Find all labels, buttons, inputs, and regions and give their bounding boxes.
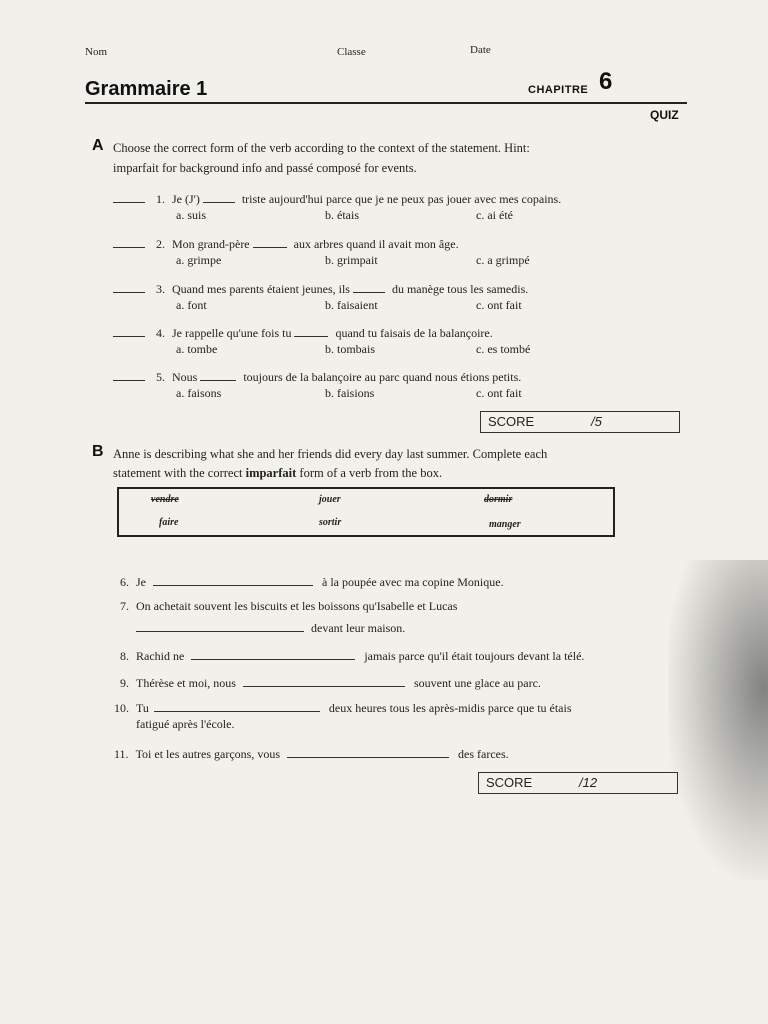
question-row: [113, 280, 528, 297]
option-a: a. tombe: [176, 342, 218, 356]
question-8: [120, 647, 584, 664]
score-label: SCORE: [486, 775, 533, 790]
question-number: 5.: [156, 370, 165, 384]
question-text-before: Je: [136, 575, 146, 589]
option-c: c. es tombé: [476, 342, 531, 356]
question-text-before: Je rappelle qu'une fois tu: [172, 326, 292, 340]
answer-blank[interactable]: [113, 324, 145, 337]
question-text-before: Je (J'): [172, 192, 200, 206]
answer-blank[interactable]: [153, 573, 313, 586]
option-b: b. faisaient: [325, 298, 378, 312]
chapitre-number: 6: [599, 68, 613, 95]
score-box-a: [480, 411, 680, 433]
question-number: 9.: [120, 676, 129, 690]
question-6: [120, 573, 504, 590]
section-a-letter: A: [92, 137, 104, 154]
score-total: /12: [579, 775, 598, 790]
question-row: [113, 324, 493, 341]
fill-blank: [253, 235, 287, 248]
question-text-line1: On achetait souvent les biscuits et les boissons qu'Isabelle et Lucas: [136, 599, 458, 613]
word-sortir: sortir: [319, 517, 342, 528]
question-text-after: du manège tous les samedis.: [391, 282, 529, 296]
question-number: 10.: [114, 701, 129, 715]
question-text-after: aux arbres quand il avait mon âge.: [293, 237, 459, 251]
word-jouer: jouer: [319, 494, 341, 505]
answer-blank[interactable]: [287, 745, 449, 758]
page-shadow: [668, 560, 768, 880]
question-text-after: devant leur maison.: [311, 621, 406, 635]
section-a-instruction-2: imparfait for background info and passé composé for events.: [113, 161, 417, 175]
question-7: [120, 599, 457, 614]
section-b-instruction-1: Anne is describing what she and her friends did every day last summer. Complete each: [113, 447, 548, 461]
question-10: [114, 699, 572, 716]
score-label: SCORE: [488, 414, 535, 429]
question-text-after: deux heures tous les après-midis parce que tu étais: [328, 701, 572, 715]
question-text-before: Nous: [172, 370, 198, 384]
answer-blank[interactable]: [136, 619, 304, 632]
answer-blank[interactable]: [113, 280, 145, 293]
option-b: b. faisions: [325, 386, 375, 400]
question-number: 11.: [114, 747, 129, 761]
question-text-before: Toi et les autres garçons, vous: [135, 747, 281, 761]
question-text-before: Mon grand-père: [172, 237, 250, 251]
question-text-after: toujours de la balançoire au parc quand nous étions petits.: [243, 370, 522, 384]
question-number: 3.: [156, 282, 165, 296]
question-row: [113, 235, 459, 252]
question-number: 8.: [120, 649, 129, 663]
word-faire: faire: [159, 517, 179, 528]
question-9: [120, 674, 541, 691]
nom-label: Nom: [85, 46, 107, 58]
score-box-b: [478, 772, 678, 794]
section-b-instruction-2: [113, 463, 442, 483]
instruction-text: statement with the correct: [113, 466, 243, 480]
answer-blank[interactable]: [243, 674, 405, 687]
option-c: c. ont fait: [476, 298, 522, 312]
question-text-after: à la poupée avec ma copine Monique.: [322, 575, 504, 589]
question-text-before: Tu: [136, 701, 149, 715]
section-b-letter: B: [92, 443, 104, 460]
question-number: 7.: [120, 599, 129, 613]
question-row: [113, 190, 561, 207]
instruction-text: form of a verb from the box.: [299, 466, 443, 480]
question-text-after: des farces.: [458, 747, 509, 761]
answer-blank[interactable]: [154, 699, 320, 712]
question-text-before: Rachid ne: [136, 649, 185, 663]
option-c: c. a grimpé: [476, 253, 530, 267]
instruction-bold: imparfait: [245, 466, 297, 480]
date-label: Date: [470, 44, 491, 56]
question-text-before: Quand mes parents étaient jeunes, ils: [172, 282, 350, 296]
classe-label: Classe: [337, 46, 366, 58]
option-a: a. grimpe: [176, 253, 222, 267]
score-total: /5: [591, 414, 602, 429]
option-a: a. suis: [176, 208, 206, 222]
answer-blank[interactable]: [113, 368, 145, 381]
question-number: 2.: [156, 237, 165, 251]
option-c: c. ai été: [476, 208, 513, 222]
page-title: Grammaire 1: [85, 78, 208, 100]
question-number: 4.: [156, 326, 165, 340]
word-vendre: vendre: [151, 494, 179, 505]
fill-blank: [353, 280, 385, 293]
question-11: [114, 745, 509, 762]
option-b: b. grimpait: [325, 253, 378, 267]
answer-blank[interactable]: [191, 647, 355, 660]
question-number: 6.: [120, 575, 129, 589]
option-c: c. ont fait: [476, 386, 522, 400]
question-text-after: souvent une glace au parc.: [413, 676, 541, 690]
question-7-line2: [136, 619, 405, 636]
option-b: b. étais: [325, 208, 359, 222]
fill-blank: [294, 324, 328, 337]
chapitre-label: CHAPITRE: [528, 84, 589, 96]
answer-blank[interactable]: [113, 190, 145, 203]
word-manger: manger: [489, 519, 521, 530]
quiz-label: QUIZ: [650, 108, 679, 122]
question-10-line2: fatigué après l'école.: [136, 717, 235, 731]
question-text-after: quand tu faisais de la balançoire.: [335, 326, 493, 340]
header-rule: [85, 102, 687, 104]
question-text-after: jamais parce qu'il était toujours devant la télé.: [364, 649, 585, 663]
option-a: a. faisons: [176, 386, 222, 400]
option-a: a. font: [176, 298, 207, 312]
question-row: [113, 368, 521, 385]
word-dormir: dormir: [484, 494, 513, 505]
fill-blank: [200, 368, 236, 381]
option-b: b. tombais: [325, 342, 375, 356]
fill-blank: [203, 190, 235, 203]
question-number: 1.: [156, 192, 165, 206]
question-text-before: Thérèse et moi, nous: [136, 676, 236, 690]
section-a-instruction-1: Choose the correct form of the verb according to the context of the statement. Hint:: [113, 141, 530, 155]
answer-blank[interactable]: [113, 235, 145, 248]
question-text-after: triste aujourd'hui parce que je ne peux pas jouer avec mes copains.: [241, 192, 562, 206]
word-box: [117, 487, 615, 537]
